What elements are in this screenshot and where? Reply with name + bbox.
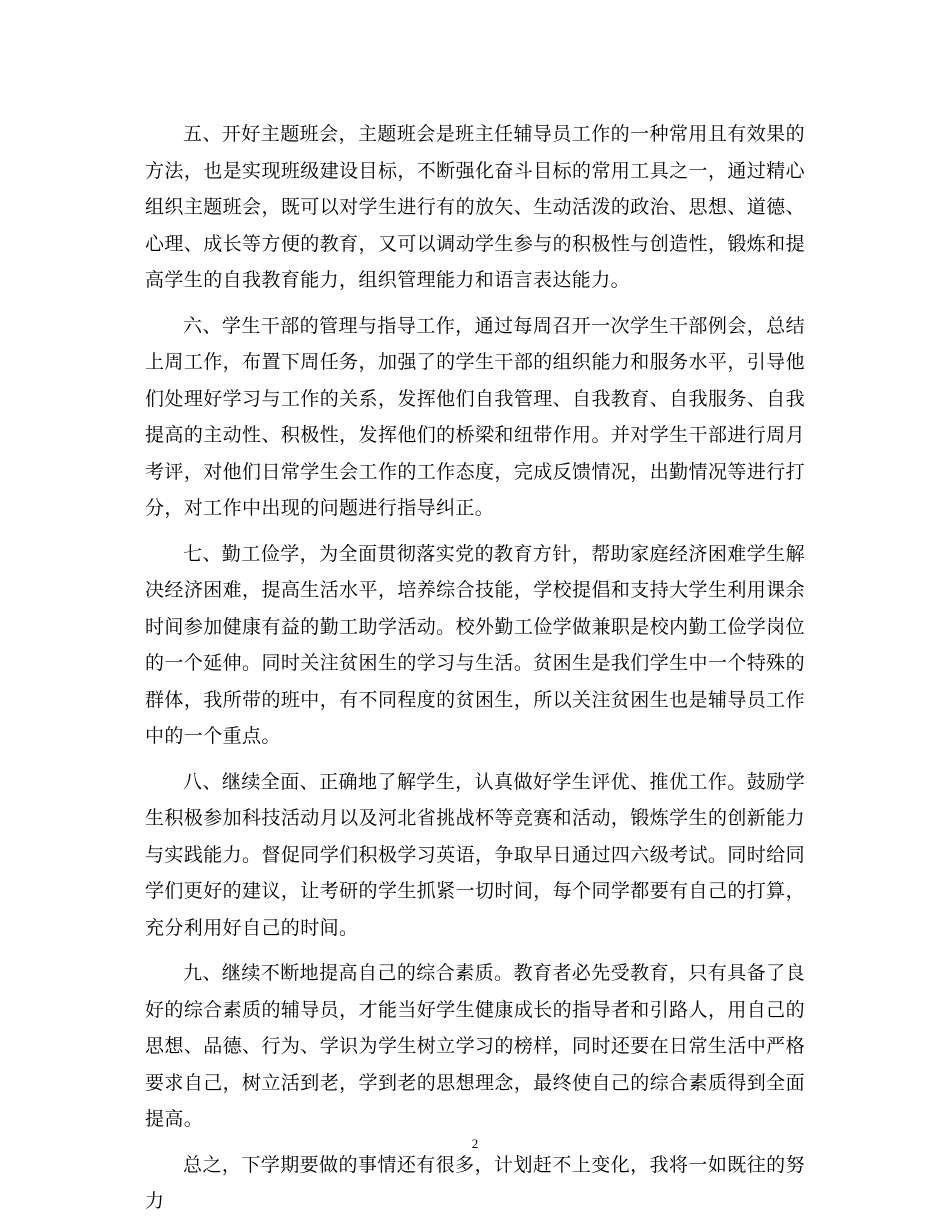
paragraph-conclusion: 总之，下学期要做的事情还有很多，计划赶不上变化，我将一如既往的努力 <box>145 1153 805 1212</box>
paragraph-section-7: 七、勤工俭学，为全面贯彻落实党的教育方针，帮助家庭经济困难学生解决经济困难，提高生活水平，培养综合技能，学校提倡和支持大学生利用课余时间参加健康有益的勤工助学活动。校外勤工俭学做兼职是校内勤工俭学岗位的一个延伸。同时关注贫困生的学习与生活。贫困生是我们学生中一个特殊的群体，我所带的班中，有不同程度的贫困生，所以关注贫困生也是辅导员工作中的一个重点。 <box>145 542 805 747</box>
document-body <box>145 116 805 1229</box>
paragraph-section-5: 五、开好主题班会，主题班会是班主任辅导员工作的一种常用且有效果的方法，也是实现班级建设目标，不断强化奋斗目标的常用工具之一，通过精心组织主题班会，既可以对学生进行有的放矢、生动活泼的政治、思想、道德、心理、成长等方便的教育，又可以调动学生参与的积极性与创造性，锻炼和提高学生的自我教育能力，组织管理能力和语言表达能力。 <box>145 123 805 291</box>
paragraph-section-8: 八、继续全面、正确地了解学生，认真做好学生评优、推优工作。鼓励学生积极参加科技活动月以及河北省挑战杯等竞赛和活动，锻炼学生的创新能力与实践能力。督促同学们积极学习英语，争取早日通过四六级考试。同时给同学们更好的建议，让考研的学生抓紧一切时间，每个同学都要有自己的打算，充分利用好自己的时间。 <box>145 770 805 939</box>
page-number: 2 <box>471 1136 479 1151</box>
paragraph-section-6: 六、学生干部的管理与指导工作，通过每周召开一次学生干部例会，总结上周工作，布置下周任务，加强了的学生干部的组织能力和服务水平，引导他们处理好学习与工作的关系，发挥他们自我管理、自我教育、自我服务、自我提高的主动性、积极性，发挥他们的桥梁和纽带作用。并对学生干部进行周月考评，对他们日常学生会工作的工作态度，完成反馈情况，出勤情况等进行打分，对工作中出现的问题进行指导纠正。 <box>145 314 805 519</box>
paragraph-section-9: 九、继续不断地提高自己的综合素质。教育者必先受教育，只有具备了良好的综合素质的辅导员，才能当好学生健康成长的指导者和引路人，用自己的思想、品德、行为、学识为学生树立学习的榜样，同时还要在日常生活中严格要求自己，树立活到老，学到老的思想理念，最终使自己的综合素质得到全面提高。 <box>145 962 805 1130</box>
